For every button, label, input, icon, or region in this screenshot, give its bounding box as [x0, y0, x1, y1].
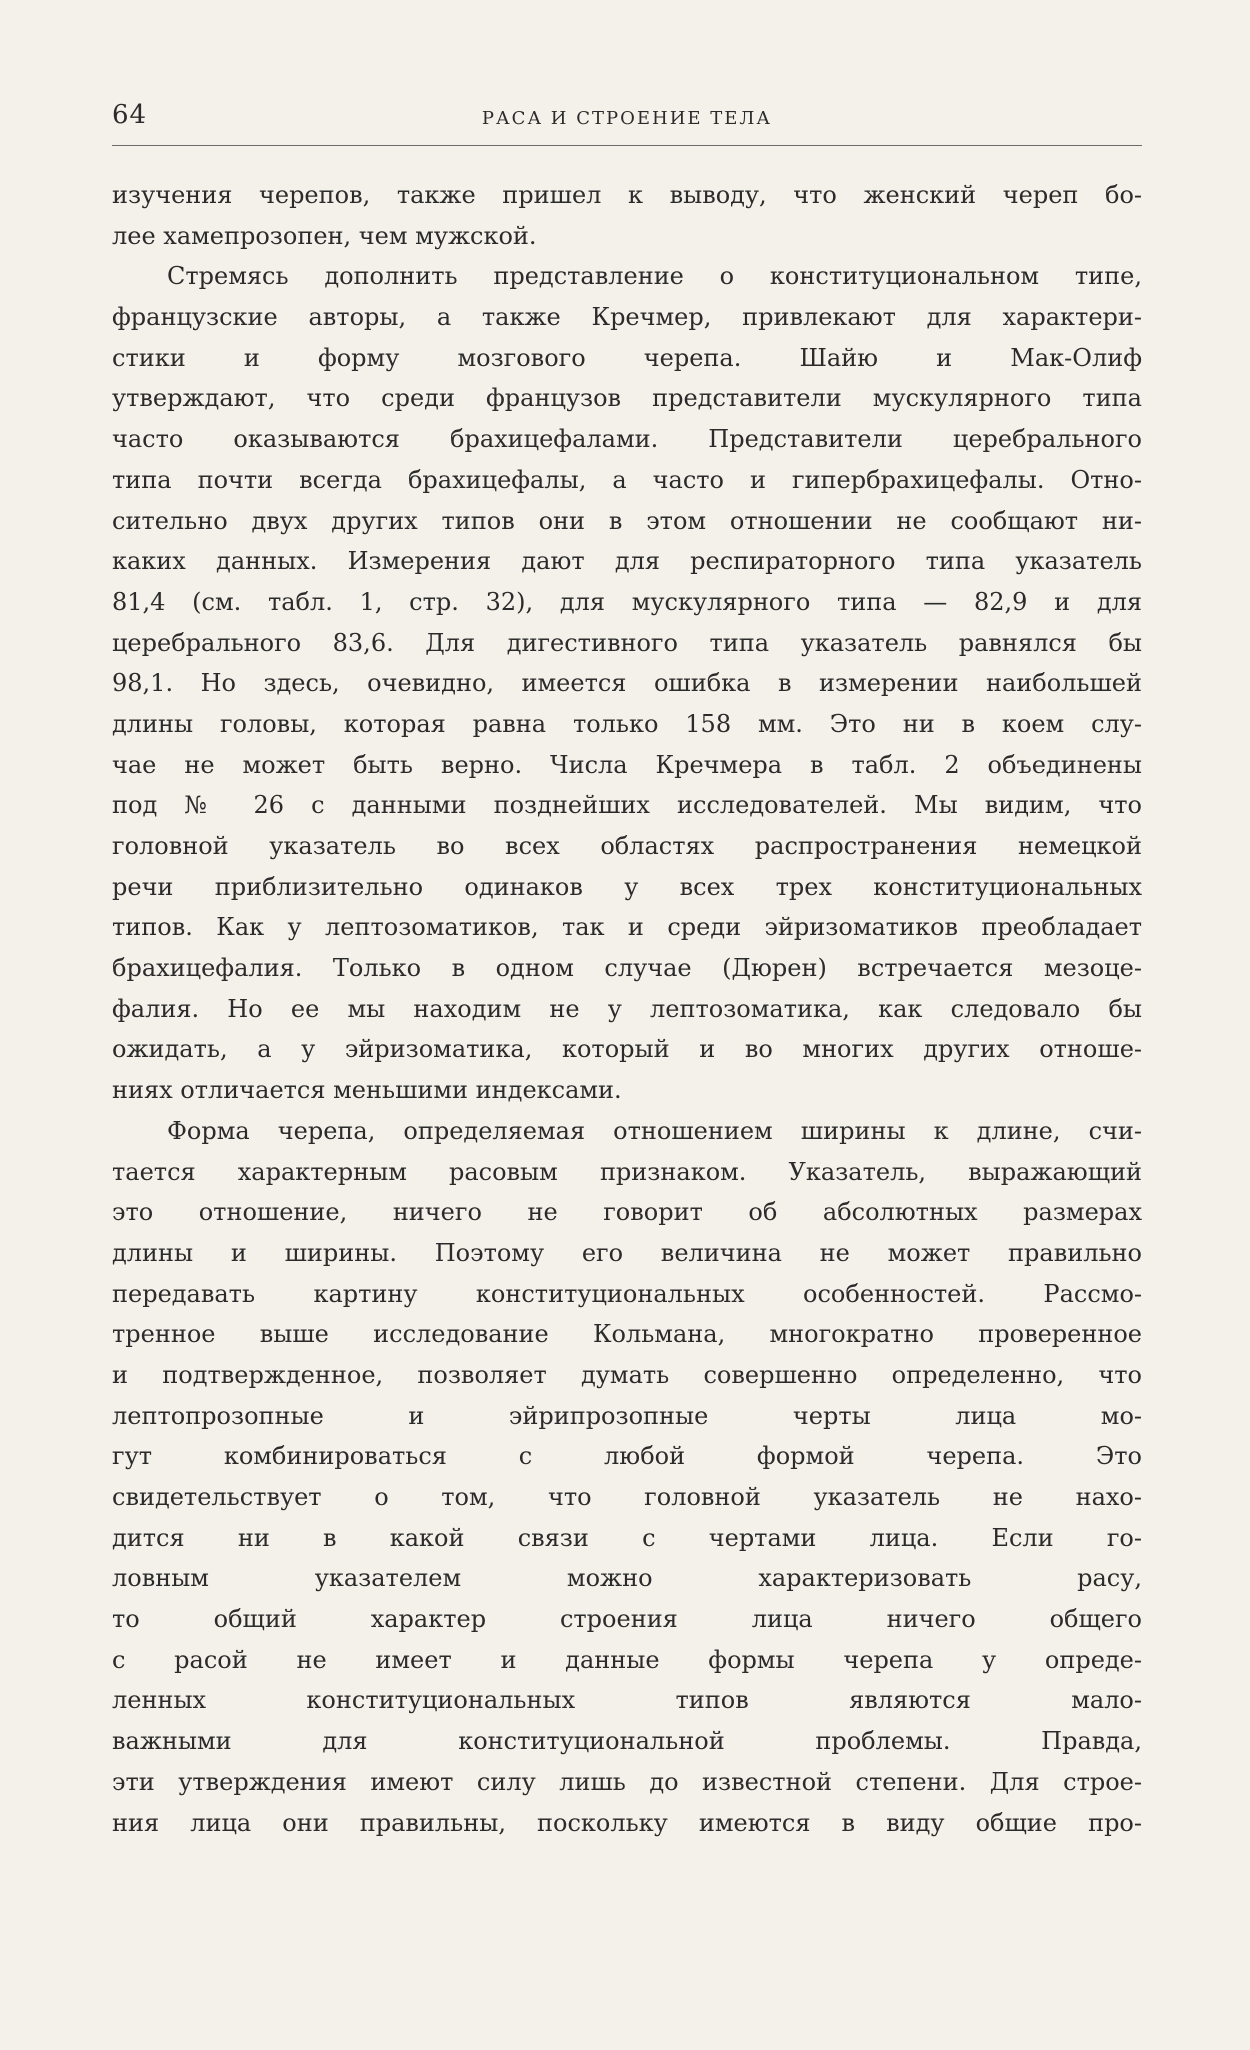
text-line: 81,4 (см. табл. 1, стр. 32), для мускулярного типа — 82,9 и для: [112, 587, 1142, 616]
text-line: утверждают, что среди французов представители мускулярного типа: [112, 384, 1142, 413]
text-line: это отношение, ничего не говорит об абсолютных размерах: [112, 1198, 1142, 1227]
running-title: РАСА И СТРОЕНИЕ ТЕЛА: [481, 108, 773, 129]
text-line: дится ни в какой связи с чертами лица. Если го-: [112, 1523, 1142, 1552]
paragraph-start-line: Стремясь дополнить представление о конституциональном типе,: [167, 262, 1142, 291]
text-line: ния лица они правильны, поскольку имеются в виду общие про-: [112, 1808, 1142, 1837]
text-line: с расой не имеет и данные формы черепа у опреде-: [112, 1645, 1142, 1674]
text-line: французские авторы, а также Кречмер, привлекают для характери-: [112, 303, 1142, 332]
text-line: длины и ширины. Поэтому его величина не может правильно: [112, 1238, 1142, 1267]
text-line: каких данных. Измерения дают для респираторного типа указатель: [112, 547, 1142, 576]
body-text: [112, 175, 1142, 1843]
text-line: чае не может быть верно. Числа Кречмера в табл. 2 объединены: [112, 750, 1142, 779]
paragraph-start-line: Форма черепа, определяемая отношением ширины к длине, счи-: [167, 1116, 1142, 1145]
text-line: часто оказываются брахицефалами. Представители церебрального: [112, 425, 1142, 454]
text-line: то общий характер строения лица ничего общего: [112, 1605, 1142, 1634]
text-line: длины головы, которая равна только 158 мм. Это ни в коем слу-: [112, 709, 1142, 738]
text-line: передавать картину конституциональных особенностей. Рассмо-: [112, 1279, 1142, 1308]
text-line: ловным указателем можно характеризовать расу,: [112, 1564, 1142, 1593]
text-line: эти утверждения имеют силу лишь до известной степени. Для строе-: [112, 1767, 1142, 1796]
text-line: тается характерным расовым признаком. Указатель, выражающий: [112, 1157, 1142, 1186]
text-line: стики и форму мозгового черепа. Шайю и Мак-Олиф: [112, 343, 1142, 372]
text-line: сительно двух других типов они в этом отношении не сообщают ни-: [112, 506, 1142, 535]
text-line: 98,1. Но здесь, очевидно, имеется ошибка в измерении наибольшей: [112, 669, 1142, 698]
text-line: ленных конституциональных типов являются мало-: [112, 1686, 1142, 1715]
text-line: изучения черепов, также пришел к выводу, что женский череп бо-: [112, 181, 1142, 209]
text-line: ожидать, а у эйризоматика, который и во многих других отноше-: [112, 1035, 1142, 1064]
text-line: брахицефалия. Только в одном случае (Дюрен) встречается мезоце-: [112, 954, 1142, 983]
text-line: лее хамепрозопен, чем мужской.: [112, 221, 537, 250]
text-line: и подтвержденное, позволяет думать совершенно определенно, что: [112, 1360, 1142, 1389]
text-line: под № 26 с данными позднейших исследователей. Мы видим, что: [112, 791, 1142, 820]
text-line: лептопрозопные и эйрипрозопные черты лица мо-: [112, 1401, 1142, 1430]
text-line: головной указатель во всех областях распространения немецкой: [112, 832, 1142, 860]
text-line: речи приблизительно одинаков у всех трех конституциональных: [112, 872, 1142, 901]
page-header: [112, 100, 1142, 140]
text-line: типов. Как у лептозоматиков, так и среди эйризоматиков преобладает: [112, 913, 1142, 942]
text-line: фалия. Но ее мы находим не у лептозоматика, как следовало бы: [112, 994, 1142, 1023]
text-line: важными для конституциональной проблемы. Правда,: [112, 1727, 1142, 1756]
text-line: тренное выше исследование Кольмана, многократно проверенное: [112, 1320, 1142, 1349]
text-line: гут комбинироваться с любой формой черепа. Это: [112, 1442, 1142, 1471]
text-line: свидетельствует о том, что головной указатель не нахо-: [112, 1483, 1142, 1511]
text-line: ниях отличается меньшими индексами.: [112, 1076, 622, 1105]
page-number: 64: [112, 100, 148, 130]
header-rule: [112, 145, 1142, 146]
text-line: церебрального 83,6. Для дигестивного типа указатель равнялся бы: [112, 628, 1142, 657]
text-line: типа почти всегда брахицефалы, а часто и гипербрахицефалы. Отно-: [112, 465, 1142, 494]
